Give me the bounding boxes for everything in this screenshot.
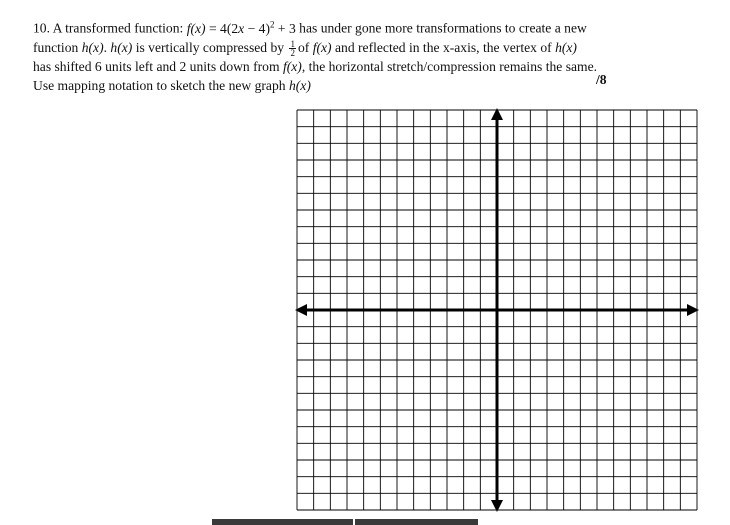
bottom-bar-left bbox=[212, 519, 353, 525]
question-line-1-rest: has under gone more transformations to create a new bbox=[299, 20, 587, 36]
question-number: 10. bbox=[33, 20, 50, 36]
q2-a: function bbox=[33, 39, 79, 55]
h-of-x: h(x) bbox=[81, 39, 104, 55]
q2-d: of bbox=[297, 39, 310, 55]
marks-label: /8 bbox=[596, 72, 607, 87]
h-of-x: h(x) bbox=[555, 39, 577, 55]
h-of-x: h(x) bbox=[288, 77, 311, 93]
q3-b: , the horizontal stretch/compression remains the same. bbox=[301, 58, 598, 74]
q3-a: has shifted 6 units left and 2 units down from bbox=[33, 58, 280, 74]
q4-a: Use mapping notation to sketch the new graph bbox=[33, 77, 286, 93]
q2-c: is vertically compressed by bbox=[135, 39, 285, 55]
function-f-expression: $f(x) = 4(2x - 4)^2 + 3$ bbox=[186, 19, 296, 36]
f-of-x: f(x) bbox=[312, 39, 332, 55]
q2-period: . bbox=[103, 39, 108, 55]
question-intro: A transformed function: bbox=[52, 20, 184, 36]
h-of-x: h(x) bbox=[110, 39, 133, 55]
f-of-x: f(x) bbox=[282, 58, 302, 74]
bottom-bar-right bbox=[355, 519, 478, 525]
q2-e: and reflected in the x-axis, the vertex of bbox=[335, 39, 552, 55]
one-half-fraction: $\frac{1}{2}$ bbox=[290, 38, 295, 58]
